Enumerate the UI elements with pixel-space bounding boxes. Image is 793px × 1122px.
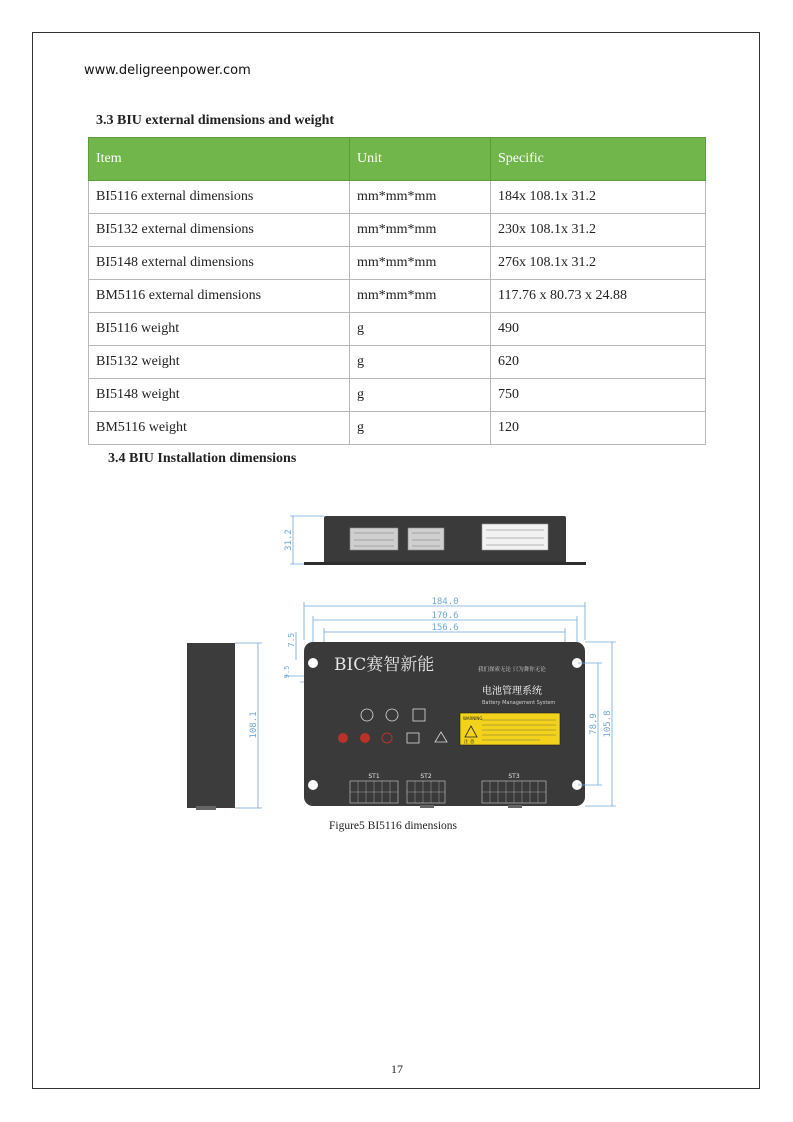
dim-small-label: 9.5	[283, 665, 291, 679]
brand-logo: BIC赛智新能	[334, 655, 435, 675]
table-row	[89, 214, 706, 247]
dim-depth-label: 108.1	[249, 711, 259, 739]
table-row	[89, 346, 706, 379]
cell-item: BI5116 weight	[89, 313, 350, 346]
cell-item: BM5116 weight	[89, 412, 350, 445]
cell-unit: mm*mm*mm	[350, 181, 491, 214]
dim-inner-width-label: 156.6	[431, 623, 459, 633]
connector-st2-label: ST2	[420, 773, 432, 780]
front-view	[284, 516, 586, 565]
site-url: www.deligreenpower.com	[84, 63, 251, 78]
cell-item: BI5132 external dimensions	[89, 214, 350, 247]
cell-specific: 117.76 x 80.73 x 24.88	[491, 280, 706, 313]
dim-side-height-label: 105.8	[603, 710, 613, 738]
dim-total-width-label: 184.0	[431, 597, 459, 607]
header-unit: Unit	[350, 138, 491, 181]
table-row	[89, 412, 706, 445]
header-specific: Specific	[491, 138, 706, 181]
cell-unit: mm*mm*mm	[350, 214, 491, 247]
cell-unit: g	[350, 379, 491, 412]
cell-unit: mm*mm*mm	[350, 247, 491, 280]
dim-hole-width-label: 170.6	[431, 611, 459, 621]
cell-item: BI5132 weight	[89, 346, 350, 379]
page-number: 17	[391, 1062, 403, 1076]
dim-height-label: 31.2	[284, 529, 294, 551]
cell-specific: 120	[491, 412, 706, 445]
product-name-en: Battery Management System	[482, 700, 556, 706]
cell-unit: g	[350, 346, 491, 379]
connector-st3-label: ST3	[508, 773, 520, 780]
dim-hole-span-label: 78.9	[589, 713, 599, 735]
cell-specific: 276x 108.1x 31.2	[491, 247, 706, 280]
header-item: Item	[89, 138, 350, 181]
section-3-4-heading: 3.4 BIU Installation dimensions	[108, 451, 297, 466]
table-row	[89, 280, 706, 313]
table-row	[89, 379, 706, 412]
dimensions-weight-table	[88, 137, 706, 445]
cell-unit: mm*mm*mm	[350, 280, 491, 313]
cell-specific: 750	[491, 379, 706, 412]
cell-item: BI5116 external dimensions	[89, 181, 350, 214]
cell-unit: g	[350, 313, 491, 346]
section-3-3-heading: 3.3 BIU external dimensions and weight	[96, 113, 335, 128]
device-top-view	[304, 642, 585, 808]
connector-st1-label: ST1	[368, 773, 380, 780]
cell-item: BM5116 external dimensions	[89, 280, 350, 313]
brand-slogan: 我们探索无论 只为舞你无论	[478, 667, 546, 673]
cell-specific: 184x 108.1x 31.2	[491, 181, 706, 214]
dim-top-offset-label: 7.5	[287, 632, 296, 648]
cell-unit: g	[350, 412, 491, 445]
table-row	[89, 181, 706, 214]
table-row	[89, 313, 706, 346]
installation-dimensions-figure	[180, 505, 620, 815]
cell-item: BI5148 external dimensions	[89, 247, 350, 280]
table-row	[89, 247, 706, 280]
warning-cn: 注 意	[464, 740, 475, 745]
cell-specific: 620	[491, 346, 706, 379]
warning-title: WARNING	[463, 716, 483, 721]
figure-caption: Figure5 BI5116 dimensions	[329, 820, 457, 832]
table-header-row	[89, 138, 706, 181]
cell-specific: 230x 108.1x 31.2	[491, 214, 706, 247]
cell-specific: 490	[491, 313, 706, 346]
cell-item: BI5148 weight	[89, 379, 350, 412]
product-name-cn: 电池管理系统	[482, 686, 542, 697]
side-view	[187, 643, 262, 810]
